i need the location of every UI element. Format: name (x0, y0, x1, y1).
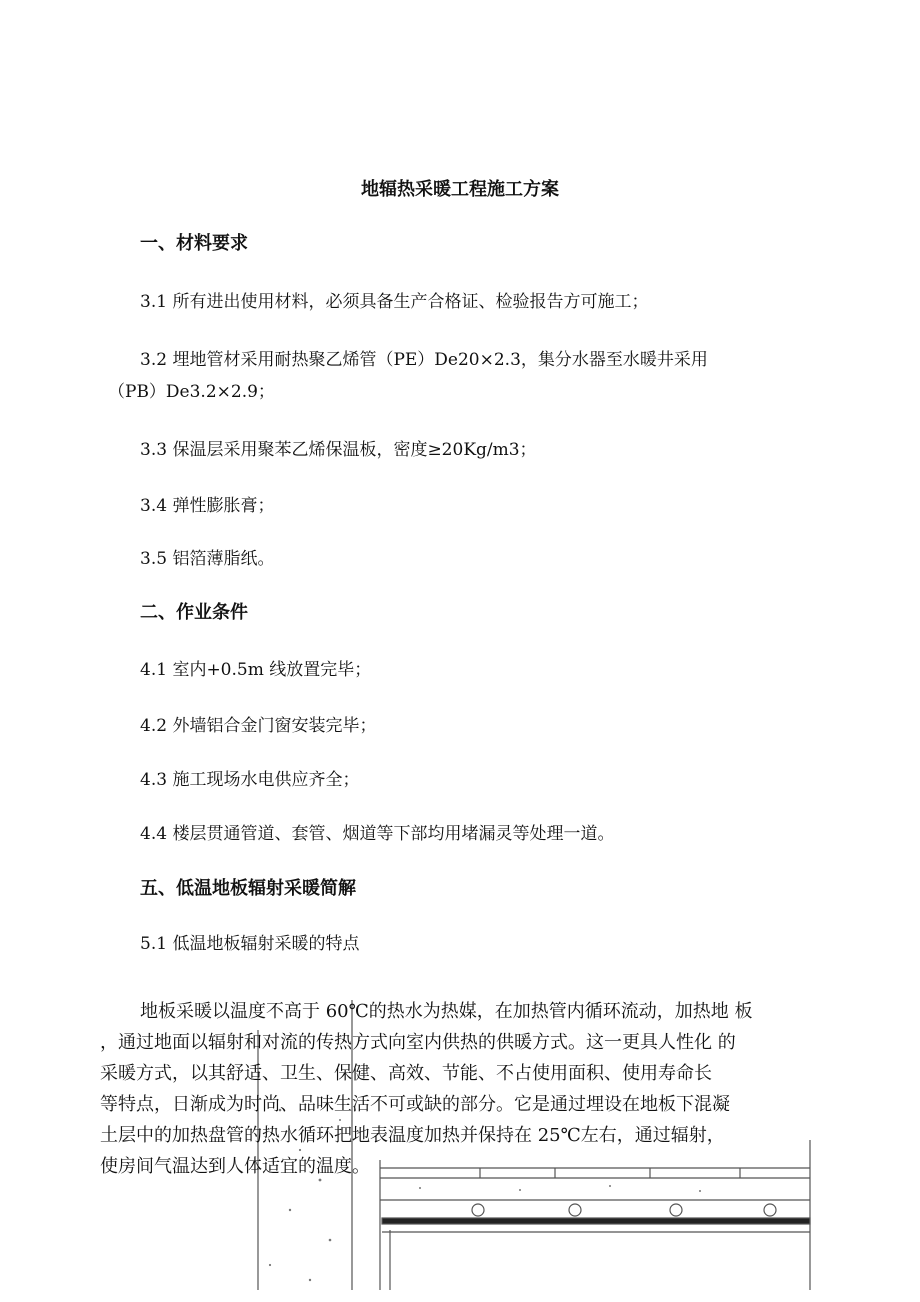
section-heading-conditions: 二、作业条件 (140, 602, 248, 623)
page-title: 地辐热采暖工程施工方案 (361, 179, 559, 200)
paragraph-line: 等特点，日渐成为时尚、品味生活不可或缺的部分。它是通过埋设在地板下混凝 (100, 1094, 730, 1115)
list-item: 3.1 所有进出使用材料，必须具备生产合格证、检验报告方可施工； (140, 292, 649, 312)
paragraph-line: 采暖方式，以其舒适、卫生、保健、高效、节能、不占使用面积、使用寿命长 (100, 1063, 712, 1084)
list-item: 3.5 铝箔薄脂纸。 (140, 549, 275, 569)
body-paragraph (100, 996, 860, 1182)
list-item: 4.4 楼层贯通管道、套管、烟道等下部均用堵漏灵等处理一道。 (140, 824, 615, 844)
paragraph-line: 地板采暖以温度不高于 60℃的热水为热媒，在加热管内循环流动，加热地 板 (140, 1001, 753, 1022)
section-heading-materials: 一、材料要求 (140, 233, 248, 254)
list-item: 3.4 弹性膨胀膏； (140, 496, 275, 516)
paragraph-line: 使房间气温达到人体适宜的温度。 (100, 1156, 370, 1177)
list-item: 4.2 外墙铝合金门窗安装完毕； (140, 716, 377, 736)
subsection-heading: 5.1 低温地板辐射采暖的特点 (140, 934, 360, 954)
list-item-continuation: （PB）De3.2×2.9； (108, 382, 275, 402)
list-item: 3.2 埋地管材采用耐热聚乙烯管（PE）De20×2.3，集分水器至水暖井采用 (140, 350, 708, 370)
list-item: 3.3 保温层采用聚苯乙烯保温板，密度≥20Kg/m3； (140, 440, 537, 460)
list-item: 4.3 施工现场水电供应齐全； (140, 770, 360, 790)
paragraph-line: ，通过地面以辐射和对流的传热方式向室内供热的供暖方式。这一更具人性化 的 (100, 1032, 736, 1053)
list-item: 4.1 室内+0.5m 线放置完毕； (140, 660, 372, 680)
section-heading-radiant-heating: 五、低温地板辐射采暖简解 (140, 878, 356, 899)
paragraph-line: 土层中的加热盘管的热水循环把地表温度加热并保持在 25℃左右，通过辐射， (100, 1125, 725, 1146)
